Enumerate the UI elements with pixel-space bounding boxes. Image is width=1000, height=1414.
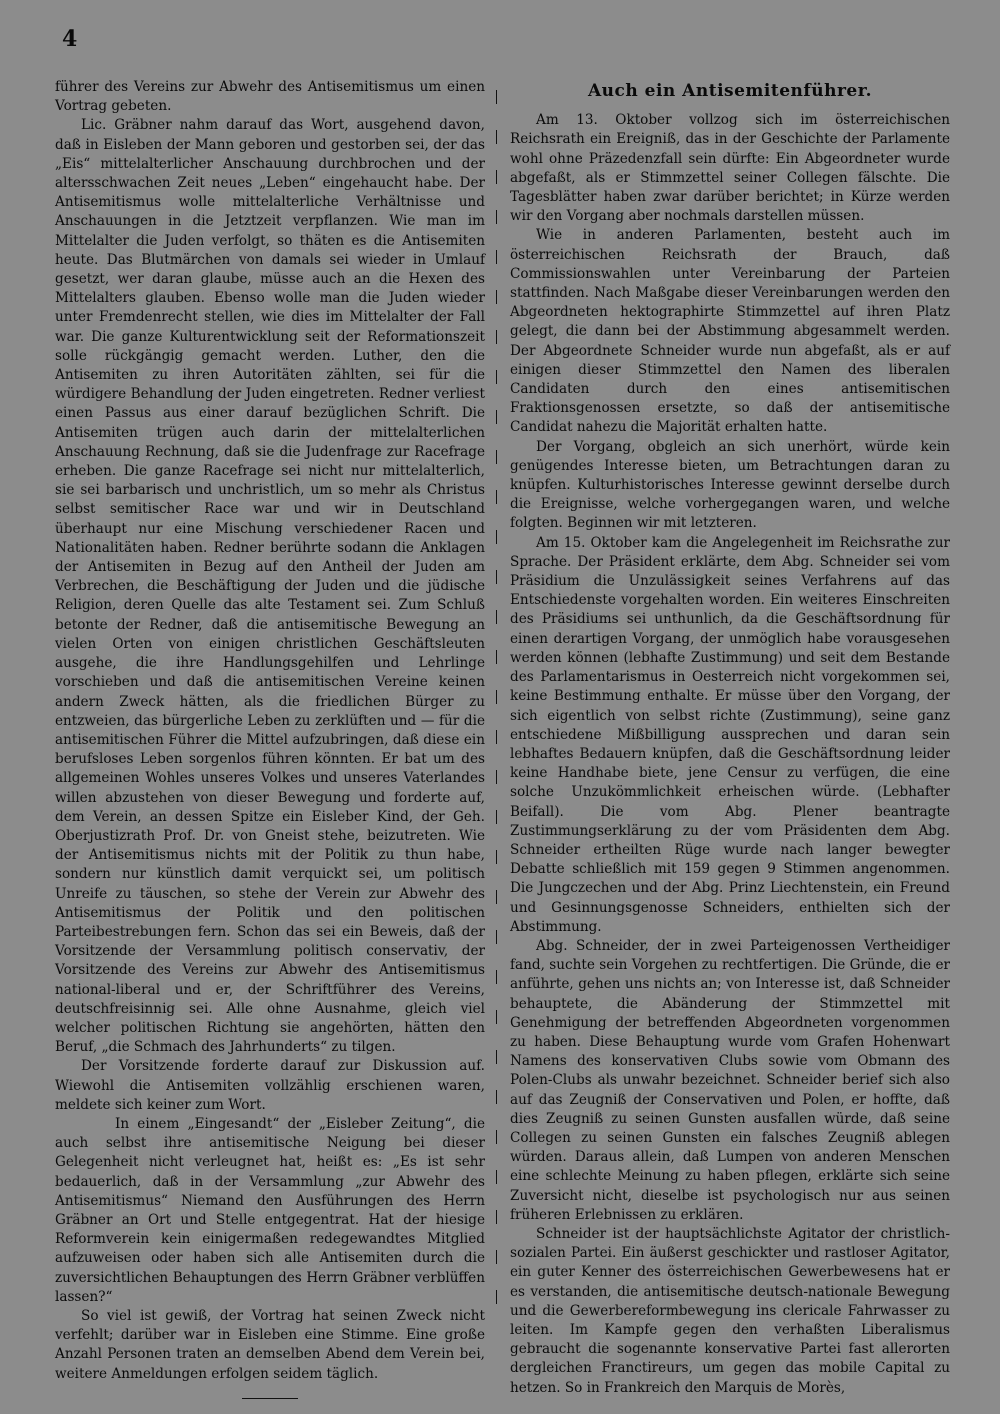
right-paragraph-4: Am 15. Oktober kam die Angelegenheit im Reichsrathe zur Sprache. Der Präsident erklärte, dem Abg. Schneider sei vom Präsidium die Unzulässigkeit seines Verfahrens auf das Entschiedenste vorgehalten worden. Ein weiteres Einschreiten des Präsidiums sei unthunlich, da die Geschäftsordnung für einen derartigen Vorgang, der unmöglich habe vorausgesehen werden können (lebhafte Zustimmung) und seit dem Bestande des Parlamentarismus in Oesterreich nicht vorgekommen sei, keine Bestimmung enthalte. Er müsse über den Vorgang, der sich eigentlich von selbst richte (Zustimmung), seine ganz entschiedene Mißbilligung aussprechen und daran sein lebhaftes Bedauern knüpfen, daß die Geschäftsordnung leider keine Handhabe biete, jene Censur zu verfügen, die eine solche Unzukömmlichkeit erheischen würde. (Lebhafter Beifall). Die vom Abg. Plener beantragte Zustimmungserklärung zu der vom Präsidenten dem Abg. Schneider ertheilten Rüge wurde nach langer bewegter Debatte schließlich mit 159 gegen 9 Stimmen angenommen. Die Jungczechen und der Abg. Prinz Liechtenstein, ein Freund und Gesinnungsgenosse Schneiders, enthielten sich der Abstimmung. <box>510 534 950 935</box>
column-divider <box>496 90 497 1320</box>
left-paragraph-4: In einem „Eingesandt“ der „Eisleber Zeitung“, die auch selbst ihre antisemitische Neigung bei dieser Gelegenheit nicht verleugnet hat, heißt es: „Es ist sehr bedauerlich, daß in der Versammlung „zur Abwehr des Antisemitismus“ Niemand den Ausführungen des Herrn Gräbner an Ort und Stelle entgegentrat. Hat der hiesige Reformverein kein einigermaßen redegewandtes Mitglied aufzuweisen oder haben sich alle Antisemiten durch die zuversichtlichen Behauptungen des Herrn Gräbner verblüffen lassen?“ <box>55 1115 485 1305</box>
right-paragraph-6: Schneider ist der hauptsächlichste Agitator der christlich-sozialen Partei. Ein äußerst geschickter und rastloser Agitator, ein guter Kenner des österreichischen Gewerbewesens hat er es verstanden, die antisemitische deutsch-nationale Bewegung und die Gewerbereformbewegung ins clericale Fahrwasser zu leiten. Im Kampfe gegen den verhaßten Liberalismus gebraucht die sogenannte konservative Partei fast allerorten dergleichen Franctireurs, um gegen das mobile Capital zu hetzen. So in Frankreich den Marquis de Morès, <box>510 1225 950 1396</box>
right-paragraph-1: Am 13. Oktober vollzog sich im österreichischen Reichsrath ein Ereigniß, das in der Geschichte der Parlamente wohl ohne Präzedenzfall sein dürfte: Ein Abgeordneter wurde abgefaßt, als er Stimmzettel seiner Collegen fälschte. Die Tagesblätter haben zwar darüber berichtet; in Kürze werden wir den Vorgang aber nochmals darstellen müssen. <box>510 112 950 225</box>
left-column <box>55 78 485 1399</box>
left-paragraph-2: Lic. Gräbner nahm darauf das Wort, ausgehend davon, daß in Eisleben der Mann geboren und gestorben sei, der das „Eis“ mittelalterlicher Anschauung durchbrochen und der altersschwachen Zeit neues „Leben“ eingehaucht habe. Der Antisemitismus wolle mittelalterliche Verhältnisse und Anschauungen in die Jetztzeit verpflanzen. Wie man im Mittelalter die Juden verfolgt, so thäten es die Antisemiten heute. Das Blutmärchen von damals sei wieder in Umlauf gesetzt, wer daran glaube, müsse auch an die Hexen des Mittelalters glauben. Ebenso wolle man die Juden wieder unter Fremdenrecht stellen, wie dies im Mittelalter der Fall war. Die ganze Kulturentwicklung seit der Reformationszeit solle rückgängig gemacht werden. Luther, den die Antisemiten zu ihren Autoritäten zählten, sei für die würdigere Behandlung der Juden eingetreten. Redner verliest einen Passus aus einer darauf bezüglichen Schrift. Die Antisemiten trügen auch darin der mittelalterlichen Anschauung Rechnung, daß sie die Judenfrage zur Racefrage erheben. Die ganze Racefrage sei nicht nur mittelalterlich, sie sei barbarisch und unchristlich, um so mehr als Christus selbst semitischer Race war und wir in Deutschland überhaupt nur eine Mischung verschiedener Racen und Nationalitäten haben. Redner berührte sodann die Anklagen der Antisemiten in Bezug auf den Antheil der Juden am Verbrechen, die Beschäftigung der Juden und die jüdische Religion, deren Quelle das alte Testament sei. Zum Schluß betonte der Redner, daß die antisemitische Bewegung an vielen Orten von einigen christlichen Geschäftsleuten ausgehe, die ihre Handlungsgehilfen und Lehrlinge vorschieben und daß die antisemitischen Vereine keinen andern Zweck hätten, als die friedlichen Bürger zu entzweien, das bürgerliche Leben zu zerklüften und — für die antisemitischen Führer die Mittel aufzubringen, daß diese ein berufsloses Leben sorgenlos führen könnten. Er bat um des allgemeinen Wohles unseres Volkes und unseres Vaterlandes willen abzustehen von dieser Bewegung und forderte auf, dem Verein, an dessen Spitze ein Eisleber Kind, der Geh. Oberjustizrath Prof. Dr. von Gneist stehe, beizutreten. Wie der Antisemitismus nichts mit der Politik zu thun habe, sondern nur künstlich damit verquickt sei, um politisch Unreife zu täuschen, so stehe der Verein zur Abwehr des Antisemitismus der Politik und den politischen Parteibestrebungen fern. Schon das sei ein Beweis, daß der Vorsitzende der Versammlung politisch conservativ, der Vorsitzende des Vereins zur Abwehr des Antisemitismus national-liberal und er, der Schriftführer des Vereins, deutschfreisinnig sei. Alle ohne Ausnahme, gleich viel welcher politischen Richtung sie angehörten, hätten den Beruf, „die Schmach des Jahrhunderts“ zu tilgen. <box>55 117 485 1056</box>
article-title: Auch ein Antisemitenführer. <box>587 81 873 101</box>
left-paragraph-3: Der Vorsitzende forderte darauf zur Diskussion auf. Wiewohl die Antisemiten vollzählig erschienen waren, meldete sich keiner zum Wort. <box>55 1058 485 1113</box>
right-paragraph-3: Der Vorgang, obgleich an sich unerhört, würde kein genügendes Interesse bieten, um Betrachtungen daran zu knüpfen. Kulturhistorisches Interesse gewinnt derselbe durch die Ereignisse, welche vorhergegangen waren, und welche folgten. Beginnen wir mit letzteren. <box>510 438 950 532</box>
page-number: 4 <box>62 26 78 52</box>
left-paragraph-5: So viel ist gewiß, der Vortrag hat seinen Zweck nicht verfehlt; darüber war in Eisleben eine Stimme. Eine große Anzahl Personen traten an demselben Abend dem Verein bei, weitere Anmeldungen erfolgen seidem täglich. <box>55 1308 485 1382</box>
right-column <box>510 82 950 1398</box>
right-paragraph-5: Abg. Schneider, der in zwei Parteigenossen Vertheidiger fand, suchte sein Vorgehen zu rechtfertigen. Die Gründe, die er anführte, gehen uns nichts an; von Interesse ist, daß Schneider behauptete, die Abänderung der Stimmzettel mit Genehmigung der betreffenden Abgeordneten vorgenommen zu haben. Diese Behauptung wurde vom Grafen Hohenwart Namens des konservativen Clubs sowie vom Obmann des Polen-Clubs als unwahr bezeichnet. Schneider berief sich also auf das Zeugniß der Conservativen und Polen, er hoffte, daß dies Zeugniß zu seinen Gunsten ausfallen würde, daß seine Collegen zu seinen Gunsten ein falsches Zeugniß ablegen würden. Daraus allein, daß Lumpen von anderen Menschen eine schlechte Meinung zu haben pflegen, erklärte sich seine Zuversicht nicht, dieselbe ist psychologisch nur aus seinen früheren Erlebnissen zu erklären. <box>510 937 950 1223</box>
left-paragraph-1: führer des Vereins zur Abwehr des Antisemitismus um einen Vortrag gebeten. <box>55 79 485 115</box>
right-paragraph-2: Wie in anderen Parlamenten, besteht auch im österreichischen Reichsrath der Brauch, daß Commissionswahlen unter Vereinbarung der Parteien stattfinden. Nach Maßgabe dieser Vereinbarungen werden den Abgeordneten hektographirte Stimmzettel auf ihren Platz gelegt, die dann bei der Abstimmung abgesammelt werden. Der Abgeordnete Schneider wurde nun abgefaßt, als er auf einigen dieser Stimmzettel den Namen des liberalen Candidaten durch den eines antisemitischen Fraktionsgenossen ersetzte, so daß der antisemitische Candidat nahezu die Majorität erhalten hatte. <box>510 227 950 436</box>
end-separator <box>242 1398 298 1399</box>
